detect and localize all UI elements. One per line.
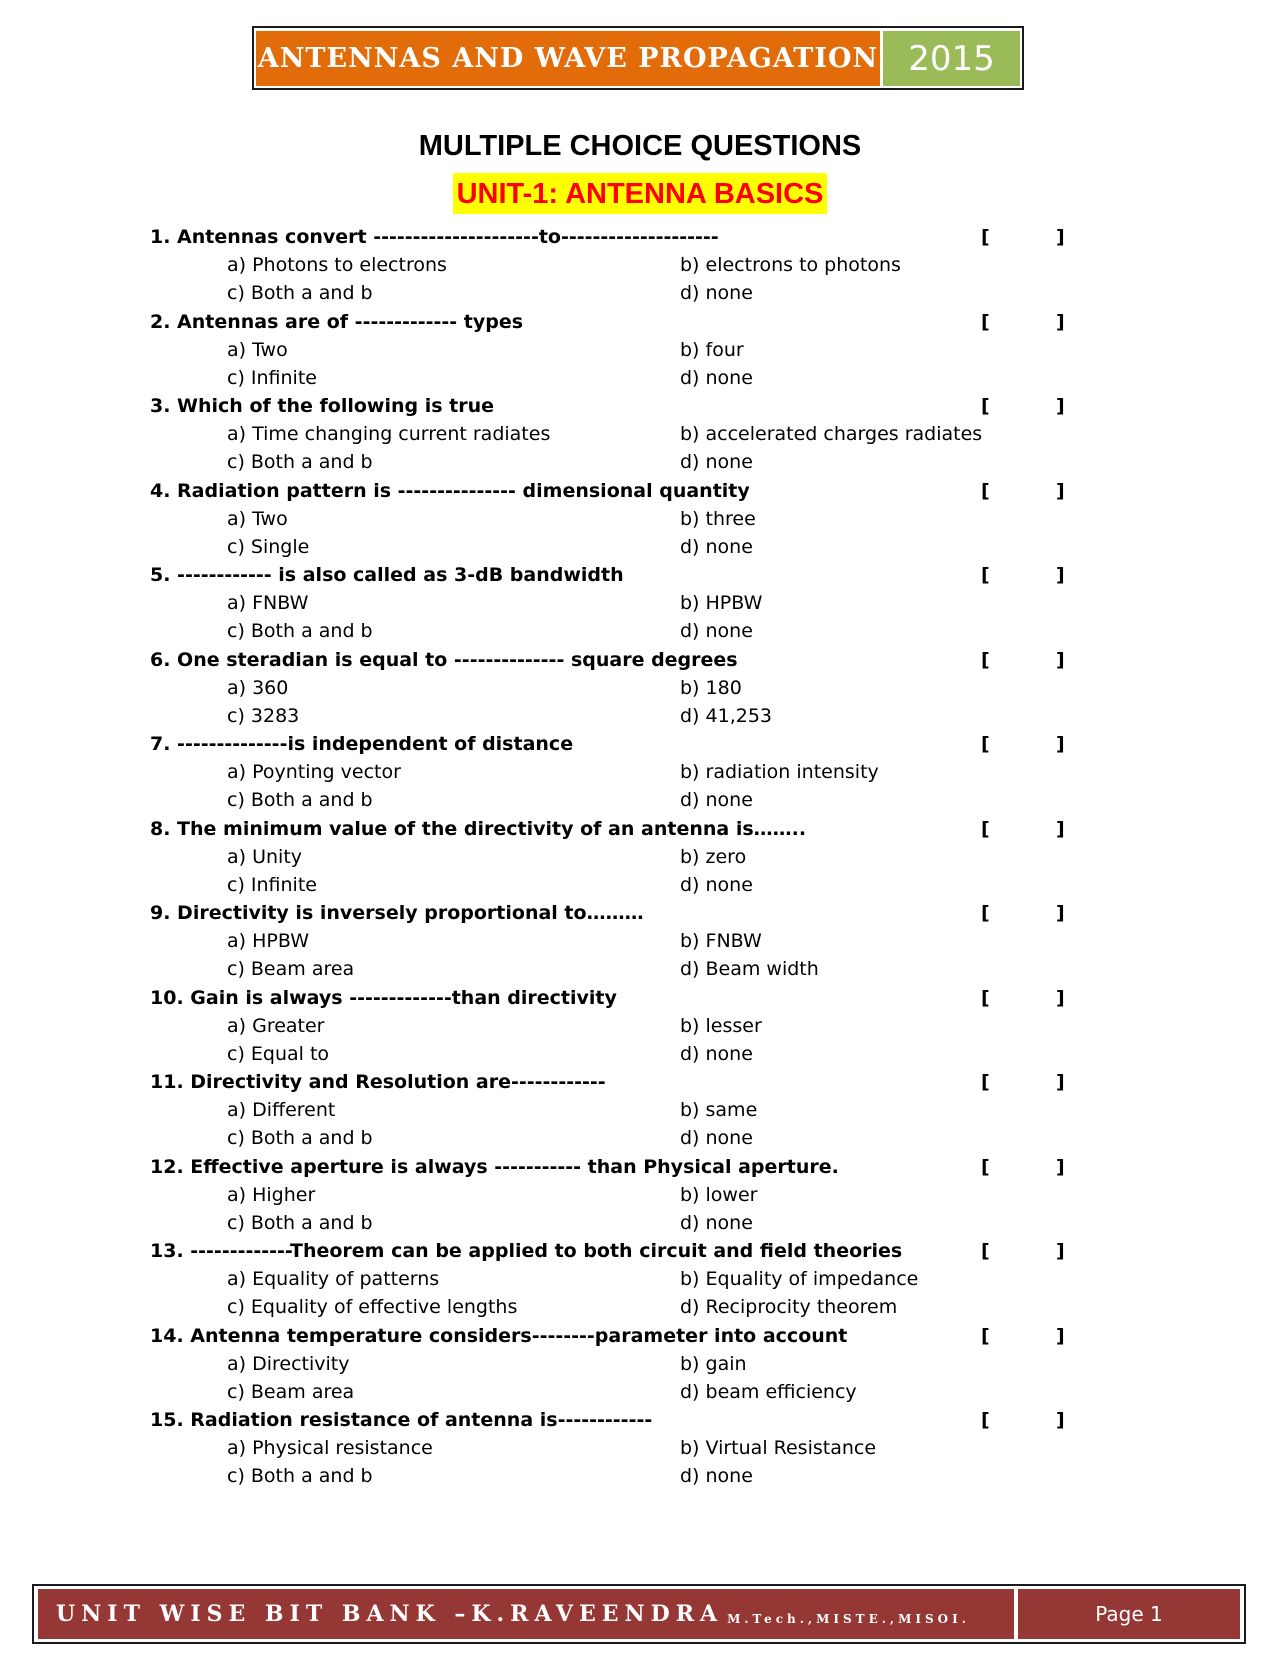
- answer-bracket-close: ]: [1056, 902, 1065, 924]
- answer-bracket-close: ]: [1056, 986, 1065, 1009]
- answer-bracket-close: ]: [1056, 733, 1065, 755]
- question-item: [0, 902, 1280, 987]
- option-c: c) Both a and b: [227, 789, 373, 811]
- question-text: 10. Gain is always -------------than directivity: [150, 986, 617, 1009]
- question-item: [0, 1156, 1280, 1241]
- footer-main-text: UNIT WISE BIT BANK –K.RAVEENDRA: [56, 1601, 724, 1627]
- option-c: c) Infinite: [227, 366, 317, 389]
- option-b: b) lower: [680, 1183, 758, 1206]
- question-text: 1. Antennas convert ---------------------to--------------------: [150, 226, 719, 248]
- option-c: c) Beam area: [227, 1380, 355, 1403]
- option-c: c) Single: [227, 535, 310, 558]
- question-item: [0, 1240, 1280, 1325]
- question-list: [0, 226, 1280, 1494]
- answer-bracket-close: ]: [1056, 395, 1065, 417]
- option-d: d) beam efficiency: [680, 1380, 857, 1403]
- option-b: b) HPBW: [680, 592, 763, 614]
- option-c: c) Equal to: [227, 1042, 330, 1065]
- question-item: [0, 311, 1280, 396]
- option-d: d) none: [680, 366, 753, 389]
- answer-bracket-close: ]: [1056, 817, 1065, 840]
- header-year: 2015: [883, 31, 1020, 86]
- answer-bracket-open: [: [981, 733, 990, 755]
- answer-bracket-close: ]: [1056, 648, 1065, 671]
- question-text: 7. --------------is independent of distance: [150, 733, 574, 755]
- option-a: a) Photons to electrons: [227, 254, 447, 276]
- question-text: 14. Antenna temperature considers--------parameter into account: [150, 1324, 848, 1347]
- option-c: c) Both a and b: [227, 1465, 373, 1487]
- page-title: MULTIPLE CHOICE QUESTIONS: [418, 130, 862, 162]
- option-d: d) none: [680, 789, 753, 811]
- option-a: a) Directivity: [227, 1352, 350, 1375]
- option-a: a) Equality of patterns: [227, 1268, 440, 1290]
- question-text: 3. Which of the following is true: [150, 395, 495, 417]
- answer-bracket-close: ]: [1056, 310, 1065, 333]
- answer-bracket-close: ]: [1056, 1155, 1065, 1178]
- option-a: a) Different: [227, 1099, 336, 1121]
- question-text: 12. Effective aperture is always ----------- than Physical aperture.: [150, 1155, 839, 1178]
- option-b: b) gain: [680, 1352, 747, 1375]
- option-b: b) lesser: [680, 1014, 762, 1037]
- footer-credentials: M.Tech.,MISTE.,MISOI.: [727, 1612, 970, 1626]
- answer-bracket-close: ]: [1056, 1324, 1065, 1347]
- option-c: c) Beam area: [227, 958, 355, 980]
- option-d: d) none: [680, 620, 753, 642]
- option-d: d) none: [680, 1465, 753, 1487]
- option-c: c) Infinite: [227, 873, 317, 896]
- option-c: c) Both a and b: [227, 282, 373, 304]
- question-text: 6. One steradian is equal to -------------- square degrees: [150, 648, 738, 671]
- option-d: d) none: [680, 535, 753, 558]
- question-text: 8. The minimum value of the directivity of an antenna is……..: [150, 817, 807, 840]
- option-a: a) Higher: [227, 1183, 316, 1206]
- option-d: d) none: [680, 873, 753, 896]
- answer-bracket-open: [: [981, 395, 990, 417]
- answer-bracket-open: [: [981, 479, 990, 502]
- option-c: c) 3283: [227, 704, 300, 727]
- answer-bracket-open: [: [981, 817, 990, 840]
- option-a: a) Time changing current radiates: [227, 423, 551, 445]
- answer-bracket-close: ]: [1056, 1409, 1065, 1431]
- option-a: a) FNBW: [227, 592, 309, 614]
- question-item: [0, 1409, 1280, 1494]
- option-b: b) three: [680, 507, 756, 530]
- answer-bracket-open: [: [981, 1409, 990, 1431]
- unit-title-wrap: [0, 173, 1280, 214]
- question-text: 13. -------------Theorem can be applied to both circuit and field theories: [150, 1240, 903, 1262]
- option-b: b) Equality of impedance: [680, 1268, 919, 1290]
- answer-bracket-open: [: [981, 564, 990, 586]
- answer-bracket-open: [: [981, 1240, 990, 1262]
- option-b: b) zero: [680, 845, 747, 868]
- option-b: b) electrons to photons: [680, 254, 901, 276]
- question-text: 4. Radiation pattern is --------------- dimensional quantity: [150, 479, 750, 502]
- option-c: c) Both a and b: [227, 1211, 373, 1234]
- question-item: [0, 818, 1280, 903]
- option-d: d) none: [680, 451, 753, 473]
- footer-author: [38, 1589, 1014, 1639]
- option-d: d) none: [680, 1211, 753, 1234]
- option-b: b) radiation intensity: [680, 761, 879, 783]
- answer-bracket-close: ]: [1056, 226, 1065, 248]
- question-item: [0, 226, 1280, 311]
- option-d: d) none: [680, 1127, 753, 1149]
- option-a: a) Two: [227, 338, 288, 361]
- option-b: b) FNBW: [680, 930, 762, 952]
- option-d: d) Reciprocity theorem: [680, 1296, 898, 1318]
- question-text: 9. Directivity is inversely proportional to………: [150, 902, 644, 924]
- answer-bracket-close: ]: [1056, 1071, 1065, 1093]
- option-a: a) Two: [227, 507, 288, 530]
- question-item: [0, 649, 1280, 734]
- answer-bracket-close: ]: [1056, 479, 1065, 502]
- answer-bracket-open: [: [981, 310, 990, 333]
- option-d: d) 41,253: [680, 704, 772, 727]
- answer-bracket-open: [: [981, 648, 990, 671]
- option-c: c) Both a and b: [227, 620, 373, 642]
- answer-bracket-open: [: [981, 986, 990, 1009]
- question-item: [0, 987, 1280, 1072]
- option-b: b) same: [680, 1099, 758, 1121]
- question-item: [0, 480, 1280, 565]
- option-a: a) Poynting vector: [227, 761, 401, 783]
- option-b: b) four: [680, 338, 744, 361]
- question-item: [0, 733, 1280, 818]
- question-text: 2. Antennas are of ------------- types: [150, 310, 524, 333]
- option-a: a) Unity: [227, 845, 303, 868]
- option-a: a) Physical resistance: [227, 1437, 433, 1459]
- answer-bracket-open: [: [981, 1155, 990, 1178]
- option-a: a) HPBW: [227, 930, 309, 952]
- question-text: 15. Radiation resistance of antenna is------------: [150, 1409, 653, 1431]
- answer-bracket-open: [: [981, 1071, 990, 1093]
- question-item: [0, 1325, 1280, 1410]
- option-d: d) none: [680, 1042, 753, 1065]
- option-b: b) Virtual Resistance: [680, 1437, 877, 1459]
- option-c: c) Equality of effective lengths: [227, 1296, 518, 1318]
- option-b: b) 180: [680, 676, 742, 699]
- question-item: [0, 1071, 1280, 1156]
- option-d: d) Beam width: [680, 958, 819, 980]
- answer-bracket-close: ]: [1056, 564, 1065, 586]
- answer-bracket-open: [: [981, 226, 990, 248]
- option-c: c) Both a and b: [227, 1127, 373, 1149]
- page-number: Page 1: [1018, 1589, 1240, 1639]
- option-a: a) Greater: [227, 1014, 325, 1037]
- answer-bracket-close: ]: [1056, 1240, 1065, 1262]
- unit-title: UNIT-1: ANTENNA BASICS: [453, 173, 828, 214]
- answer-bracket-open: [: [981, 1324, 990, 1347]
- question-item: [0, 564, 1280, 649]
- question-text: 5. ------------ is also called as 3-dB bandwidth: [150, 564, 624, 586]
- answer-bracket-open: [: [981, 902, 990, 924]
- option-b: b) accelerated charges radiates: [680, 423, 983, 445]
- header-title: ANTENNAS AND WAVE PROPAGATION: [256, 31, 880, 86]
- option-d: d) none: [680, 282, 753, 304]
- option-a: a) 360: [227, 676, 289, 699]
- question-text: 11. Directivity and Resolution are------------: [150, 1071, 606, 1093]
- question-item: [0, 395, 1280, 480]
- option-c: c) Both a and b: [227, 451, 373, 473]
